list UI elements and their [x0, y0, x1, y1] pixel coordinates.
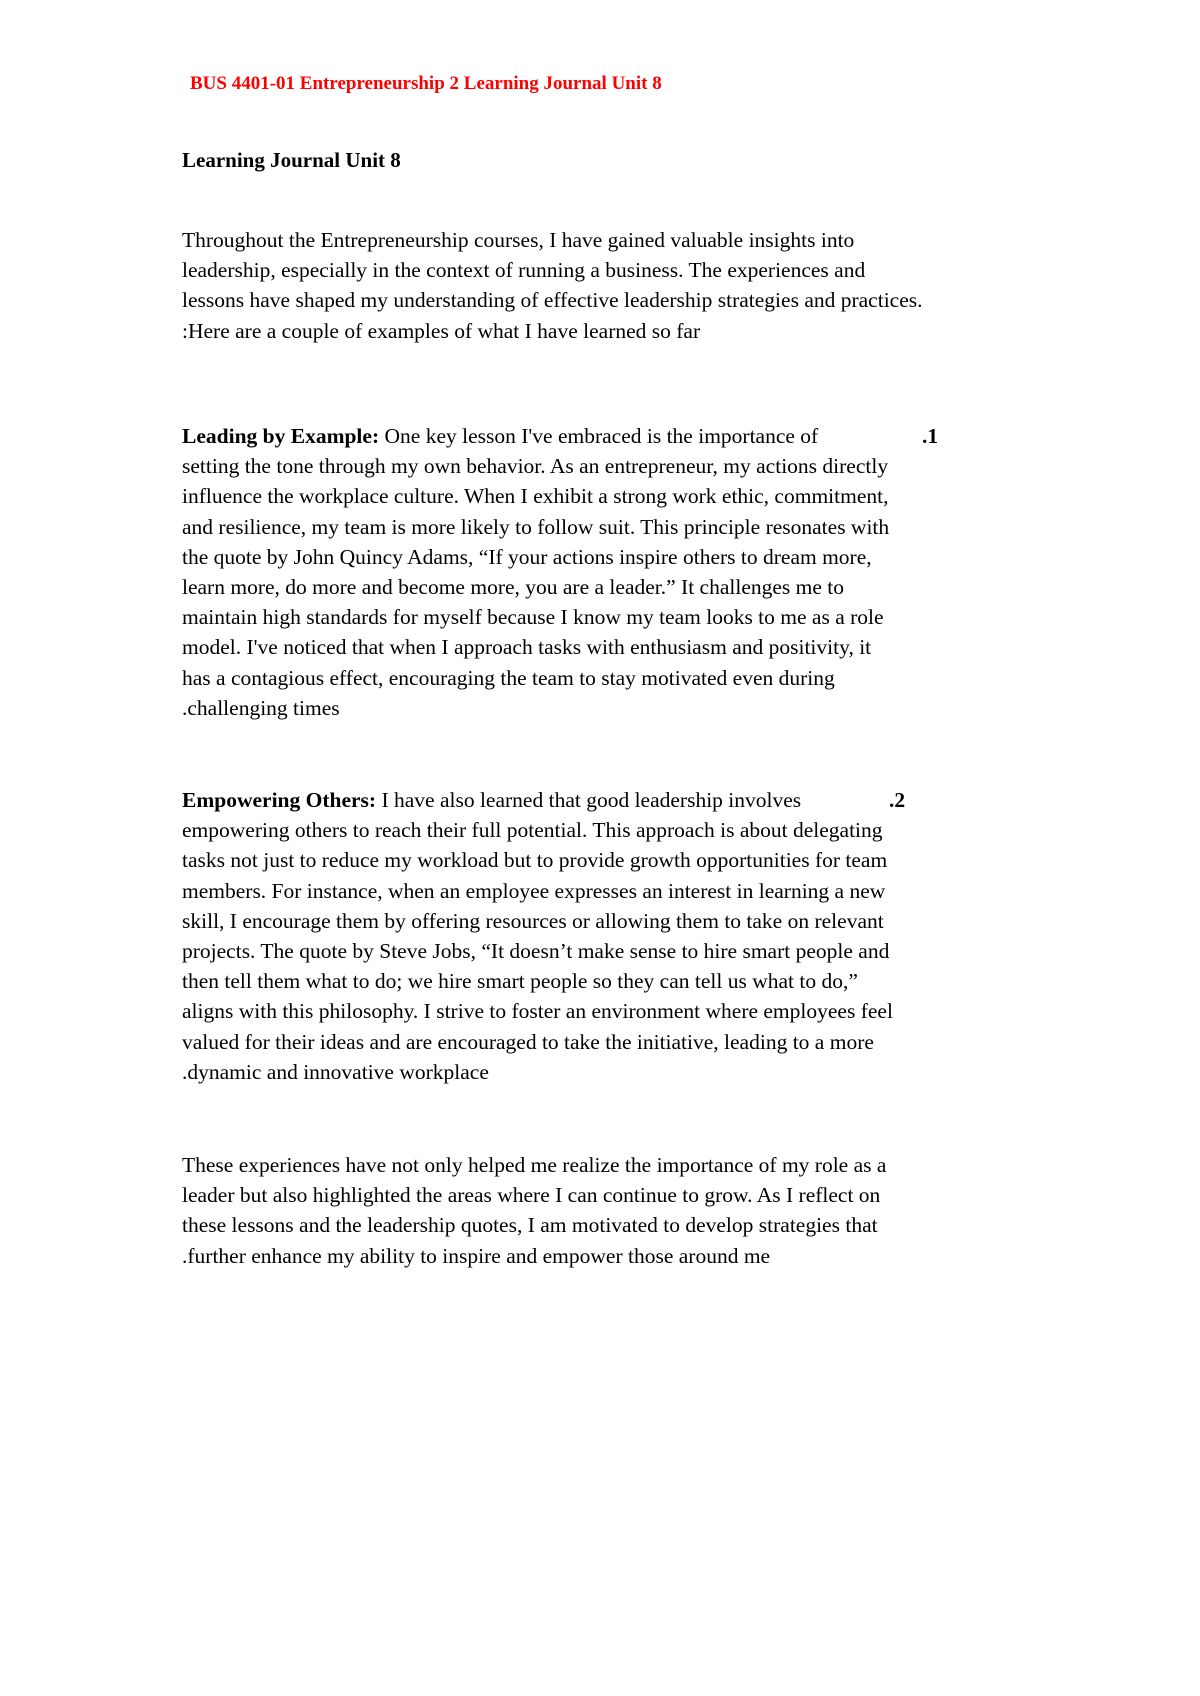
paragraph-line: lessons have shaped my understanding of effective leadership strategies and practices.: [182, 288, 923, 313]
paragraph-line: then tell them what to do; we hire smart people so they can tell us what to do,”: [182, 969, 858, 994]
paragraph-line: these lessons and the leadership quotes, I am motivated to develop strategies that: [182, 1213, 878, 1238]
item-lead-label: Empowering Others:: [182, 788, 377, 812]
paragraph-line: leader but also highlighted the areas where I can continue to grow. As I reflect on: [182, 1183, 881, 1208]
paragraph-line: Throughout the Entrepreneurship courses, I have gained valuable insights into: [182, 228, 855, 252]
item-number: .1: [922, 424, 939, 448]
paragraph-line: maintain high standards for myself because I know my team looks to me as a role: [182, 605, 884, 630]
item-first-line: [182, 421, 942, 451]
paragraph-line: setting the tone through my own behavior. As an entrepreneur, my actions directly: [182, 454, 889, 479]
item-first-line-text: One key lesson I've embraced is the importance of: [379, 424, 819, 448]
item-leading-by-example: [182, 421, 1042, 723]
paragraph-line: .further enhance my ability to inspire and empower those around me: [182, 1243, 771, 1268]
paragraph-line: has a contagious effect, encouraging the team to stay motivated even during: [182, 665, 835, 690]
item-first-line: [182, 785, 942, 815]
item-empowering-others: [182, 785, 1042, 1087]
paragraph-line: the quote by John Quincy Adams, “If your actions inspire others to dream more,: [182, 544, 872, 569]
paragraph-line: and resilience, my team is more likely to follow suit. This principle resonates with: [182, 514, 890, 539]
paragraph-line: leadership, especially in the context of running a business. The experiences and: [182, 258, 866, 283]
paragraph-line: members. For instance, when an employee expresses an interest in learning a new: [182, 878, 886, 903]
conclusion-paragraph: [182, 1150, 1042, 1271]
intro-paragraph: [182, 225, 1042, 346]
item-number: .2: [889, 788, 906, 812]
paragraph-line: projects. The quote by Steve Jobs, “It doesn’t make sense to hire smart people and: [182, 938, 890, 963]
paragraph-line: learn more, do more and become more, you are a leader.” It challenges me to: [182, 574, 845, 599]
journal-title: Learning Journal Unit 8: [182, 148, 401, 172]
paragraph-line: influence the workplace culture. When I exhibit a strong work ethic, commitment,: [182, 484, 889, 509]
paragraph-line: .challenging times: [182, 695, 340, 720]
paragraph-line: :Here are a couple of examples of what I have learned so far: [182, 318, 701, 343]
item-lead-label: Leading by Example:: [182, 424, 380, 448]
course-header: BUS 4401-01 Entrepreneurship 2 Learning Journal Unit 8: [190, 73, 662, 94]
paragraph-line: skill, I encourage them by offering resources or allowing them to take on relevant: [182, 908, 884, 933]
paragraph-line: model. I've noticed that when I approach tasks with enthusiasm and positivity, it: [182, 635, 872, 660]
paragraph-line: aligns with this philosophy. I strive to foster an environment where employees feel: [182, 999, 893, 1024]
paragraph-line: These experiences have not only helped me realize the importance of my role as a: [182, 1153, 887, 1177]
item-first-line-text: I have also learned that good leadership involves: [376, 788, 802, 812]
paragraph-line: valued for their ideas and are encouraged to take the initiative, leading to a more: [182, 1029, 874, 1054]
paragraph-line: .dynamic and innovative workplace: [182, 1059, 489, 1084]
paragraph-line: tasks not just to reduce my workload but to provide growth opportunities for team: [182, 848, 888, 873]
paragraph-line: empowering others to reach their full potential. This approach is about delegating: [182, 818, 883, 843]
